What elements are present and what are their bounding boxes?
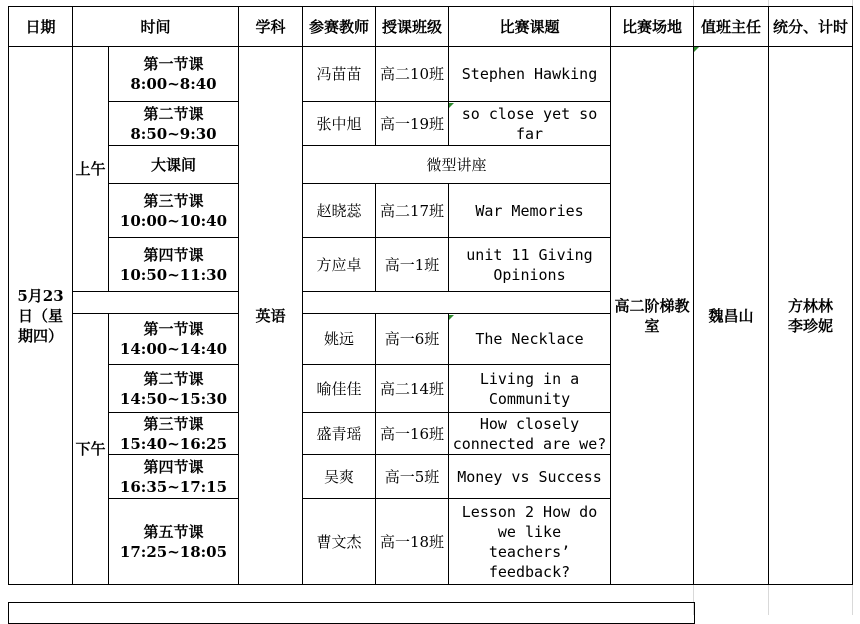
- time-slot-cell[interactable]: [109, 365, 239, 413]
- class-cell[interactable]: 高二17班: [376, 184, 449, 238]
- teacher-cell[interactable]: 赵晓蕊: [303, 184, 376, 238]
- empty-cell[interactable]: [303, 292, 611, 314]
- time-slot-cell[interactable]: [109, 238, 239, 292]
- slot-name: 第四节课: [143, 457, 204, 476]
- period-morning-label: 上午: [75, 160, 106, 178]
- time-slot-cell[interactable]: [109, 455, 239, 499]
- class-cell[interactable]: 高一6班: [376, 314, 449, 365]
- cell-indicator-mark: [694, 47, 699, 52]
- slot-name: 大课间: [150, 155, 196, 174]
- teacher-cell[interactable]: 张中旭: [303, 102, 376, 146]
- header-supervisor[interactable]: 值班主任: [694, 7, 769, 47]
- header-venue[interactable]: 比赛场地: [611, 7, 694, 47]
- teacher-cell[interactable]: 曹文杰: [303, 499, 376, 585]
- class-cell[interactable]: 高一18班: [376, 499, 449, 585]
- cell-indicator-mark: [449, 315, 454, 320]
- teacher-cell[interactable]: 盛青瑶: [303, 413, 376, 455]
- header-date[interactable]: 日期: [9, 7, 73, 47]
- slot-name: 第二节课: [143, 369, 204, 388]
- schedule-table: [8, 6, 853, 585]
- slot-time: 8:50~9:30: [130, 124, 217, 143]
- class-cell[interactable]: 高一5班: [376, 455, 449, 499]
- period-afternoon-cell[interactable]: [73, 314, 109, 585]
- empty-cell[interactable]: [73, 292, 239, 314]
- topic-cell[interactable]: Money vs Success: [449, 455, 611, 499]
- slot-time: 10:50~11:30: [119, 265, 228, 284]
- subject-cell[interactable]: 英语: [239, 47, 303, 585]
- slot-time: 16:35~17:15: [119, 477, 228, 496]
- teacher-cell[interactable]: 方应卓: [303, 238, 376, 292]
- scoring-cell[interactable]: [769, 47, 853, 585]
- footer-cell-border: [8, 602, 695, 624]
- table-row: [9, 47, 853, 102]
- time-slot-cell[interactable]: [109, 314, 239, 365]
- header-time[interactable]: 时间: [73, 7, 239, 47]
- slot-time: 10:00~10:40: [119, 211, 228, 230]
- topic-cell[interactable]: Living in a Community: [449, 365, 611, 413]
- class-cell[interactable]: 高二14班: [376, 365, 449, 413]
- scorer-name: 李珍妮: [787, 316, 833, 335]
- topic-cell[interactable]: Stephen Hawking: [449, 47, 611, 102]
- slot-time: 15:40~16:25: [119, 434, 228, 453]
- topic-cell[interactable]: How closely connected are we?: [449, 413, 611, 455]
- topic-cell[interactable]: Lesson 2 How do we like teachers’ feedback?: [449, 499, 611, 585]
- header-class[interactable]: 授课班级: [376, 7, 449, 47]
- teacher-cell[interactable]: 姚远: [303, 314, 376, 365]
- time-slot-cell[interactable]: [109, 184, 239, 238]
- slot-name: 第一节课: [143, 55, 204, 73]
- header-teacher[interactable]: 参赛教师: [303, 7, 376, 47]
- cell-indicator-mark: [449, 103, 454, 108]
- class-cell[interactable]: 高一19班: [376, 102, 449, 146]
- topic-cell[interactable]: so close yet so far: [449, 102, 611, 146]
- header-row: [9, 7, 853, 47]
- header-topic[interactable]: 比赛课题: [449, 7, 611, 47]
- class-cell[interactable]: 高二10班: [376, 47, 449, 102]
- slot-time: 14:50~15:30: [119, 389, 228, 408]
- time-slot-cell[interactable]: [109, 146, 239, 184]
- header-subject[interactable]: 学科: [239, 7, 303, 47]
- slot-name: 第二节课: [143, 104, 204, 123]
- topic-cell[interactable]: The Necklace: [449, 314, 611, 365]
- slot-time: 17:25~18:05: [119, 542, 228, 561]
- date-cell[interactable]: 5月23日（星期四）: [9, 47, 73, 585]
- slot-name: 第五节课: [143, 522, 204, 541]
- slot-name: 第四节课: [143, 245, 204, 264]
- venue-cell[interactable]: 高二阶梯教室: [611, 47, 694, 585]
- scorer-name: 方林林: [787, 296, 833, 315]
- time-slot-cell[interactable]: [109, 413, 239, 455]
- teacher-cell[interactable]: 喻佳佳: [303, 365, 376, 413]
- supervisor-cell[interactable]: 魏昌山: [694, 47, 769, 585]
- slot-time: 8:00~8:40: [130, 75, 217, 93]
- topic-cell[interactable]: War Memories: [449, 184, 611, 238]
- class-cell[interactable]: 高一1班: [376, 238, 449, 292]
- slot-name: 第一节课: [143, 320, 204, 338]
- class-cell[interactable]: 高一16班: [376, 413, 449, 455]
- slot-name: 第三节课: [143, 414, 204, 433]
- period-morning-cell[interactable]: [73, 47, 109, 292]
- slot-name: 第三节课: [143, 191, 204, 210]
- topic-cell[interactable]: unit 11 Giving Opinions: [449, 238, 611, 292]
- header-scoring[interactable]: 统分、计时: [769, 7, 853, 47]
- time-slot-cell[interactable]: [109, 47, 239, 102]
- teacher-cell[interactable]: 冯苗苗: [303, 47, 376, 102]
- time-slot-cell[interactable]: [109, 102, 239, 146]
- slot-time: 14:00~14:40: [119, 340, 228, 358]
- lecture-cell[interactable]: 微型讲座: [303, 146, 611, 184]
- time-slot-cell[interactable]: [109, 499, 239, 585]
- period-afternoon-label: 下午: [75, 440, 106, 458]
- teacher-cell[interactable]: 吴爽: [303, 455, 376, 499]
